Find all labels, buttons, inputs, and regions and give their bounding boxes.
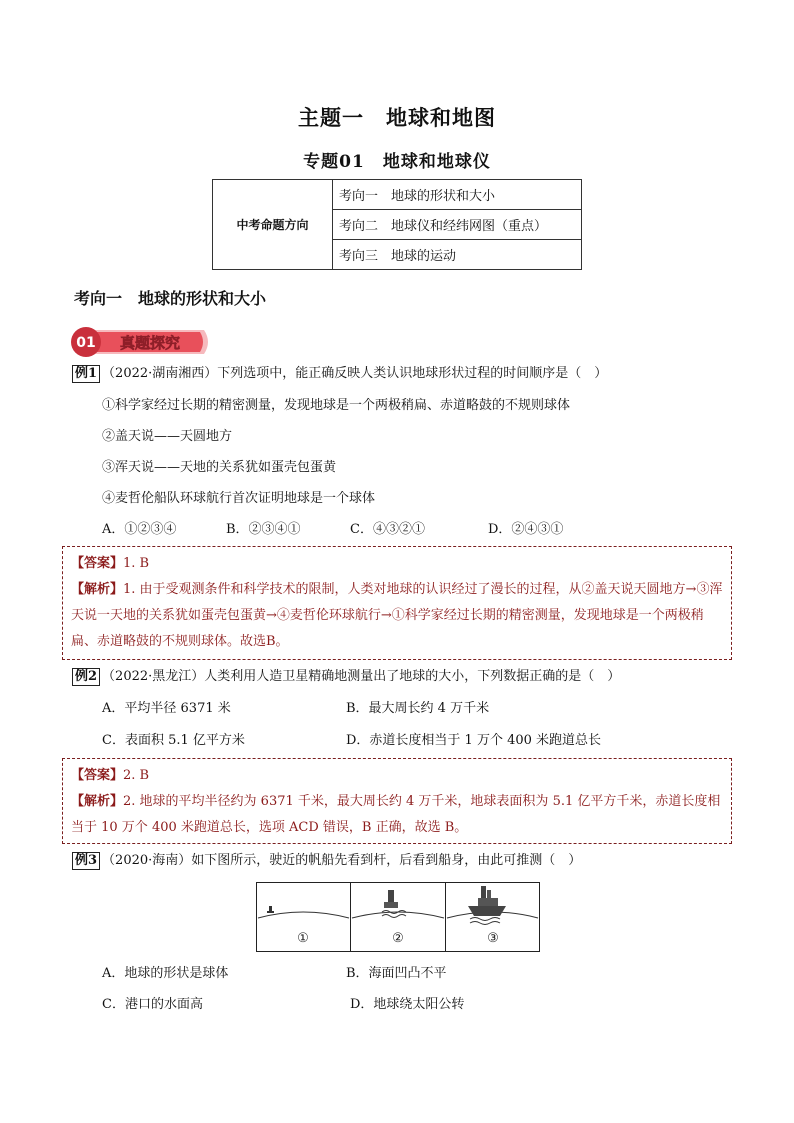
- q2-analysis: 2. 地球的平均半径约为 6371 千米，最大周长约 4 万千米，地球表面积为 5.1 亿平方千米，赤道长度相当于 10 万个 400 米跑道总长，选项 ACD 错误，B 正确，故选 B。: [71, 794, 721, 835]
- q1-option-a: A．①②③④: [102, 522, 177, 537]
- q1-stem-line: [72, 364, 607, 384]
- page-subtitle: 专题01 地球和地球仪: [303, 152, 491, 172]
- q1-option-d: D．②④③①: [488, 522, 564, 537]
- q1-item: ①科学家经过长期的精密测量，发现地球是一个两极稍扁、赤道略鼓的不规则球体: [102, 398, 571, 413]
- q2-answer-label: 【答案】: [71, 768, 124, 783]
- ship-horizon-figure: [256, 882, 540, 952]
- figure-label: ③: [487, 931, 499, 946]
- q1-analysis-line: [71, 577, 723, 655]
- q2-answer-box: [62, 758, 732, 844]
- q1-stem: （2022·湖南湘西）下列选项中，能正确反映人类认识地球形状过程的时间顺序是（ ）: [102, 366, 608, 381]
- figure-label: ①: [297, 931, 309, 946]
- q1-analysis-label: 【解析】: [71, 582, 124, 597]
- direction-row: 考向二 地球仪和经纬网图（重点）: [333, 210, 582, 240]
- banner-text: 真题探究: [119, 334, 181, 352]
- direction-table: [212, 179, 582, 270]
- q2-answer: 2. B: [123, 768, 150, 783]
- q1-answer-label: 【答案】: [71, 556, 124, 571]
- q3-option-b: B．海面凹凸不平: [346, 966, 447, 981]
- q2-option-d: D．赤道长度相当于 1 万个 400 米跑道总长: [346, 733, 602, 748]
- q3-tag: 例3: [72, 852, 100, 870]
- section-banner: [70, 326, 212, 358]
- q2-stem: （2022·黑龙江）人类利用人造卫星精确地测量出了地球的大小，下列数据正确的是（ ）: [102, 669, 621, 684]
- q2-option-b: B．最大周长约 4 万千米: [346, 701, 490, 716]
- q1-option-b: B．②③④①: [226, 522, 301, 537]
- q3-option-d: D．地球绕太阳公转: [350, 997, 465, 1012]
- q1-analysis: 1. 由于受观测条件和科学技术的限制，人类对地球的认识经过了漫长的过程，从②盖天说天圆地方→③浑天说一天地的关系犹如蛋壳包蛋黄→④麦哲伦环球航行→①科学家经过长期的精密测量，发现地球是一个两极稍扁、赤道略鼓的不规则球体。故选B。: [71, 582, 723, 649]
- q2-option-a: A．平均半径 6371 米: [102, 701, 231, 716]
- section-title: 考向一 地球的形状和大小: [74, 289, 267, 308]
- q2-analysis-line: [71, 789, 723, 841]
- q3-stem: （2020·海南）如下图所示，驶近的帆船先看到杆，后看到船身，由此可推测（ ）: [102, 853, 582, 868]
- q1-item: ④麦哲伦船队环球航行首次证明地球是一个球体: [102, 491, 376, 506]
- figure-label: ②: [392, 931, 404, 946]
- q1-item: ②盖天说——天圆地方: [102, 429, 233, 444]
- q3-option-a: A．地球的形状是球体: [102, 966, 229, 981]
- q1-item: ③浑天说——天地的关系犹如蛋壳包蛋黄: [102, 460, 337, 475]
- q1-answer: 1. B: [123, 556, 150, 571]
- q2-tag: 例2: [72, 668, 100, 686]
- page-title: 主题一 地球和地图: [298, 106, 496, 130]
- direction-row: 考向一 地球的形状和大小: [333, 180, 582, 210]
- q2-stem-line: [72, 667, 620, 687]
- q1-tag: 例1: [72, 365, 100, 383]
- q2-option-c: C．表面积 5.1 亿平方米: [102, 733, 245, 748]
- q1-answer-box: [62, 546, 732, 660]
- banner-number: 01: [76, 335, 96, 351]
- q2-analysis-label: 【解析】: [71, 794, 124, 809]
- direction-table-header: 中考命题方向: [213, 180, 333, 270]
- q2-answer-line: [71, 763, 723, 789]
- q1-option-c: C．④③②①: [350, 522, 425, 537]
- direction-row: 考向三 地球的运动: [333, 240, 582, 270]
- q1-answer-line: [71, 551, 723, 577]
- q3-option-c: C．港口的水面高: [102, 997, 203, 1012]
- q3-stem-line: [72, 851, 581, 871]
